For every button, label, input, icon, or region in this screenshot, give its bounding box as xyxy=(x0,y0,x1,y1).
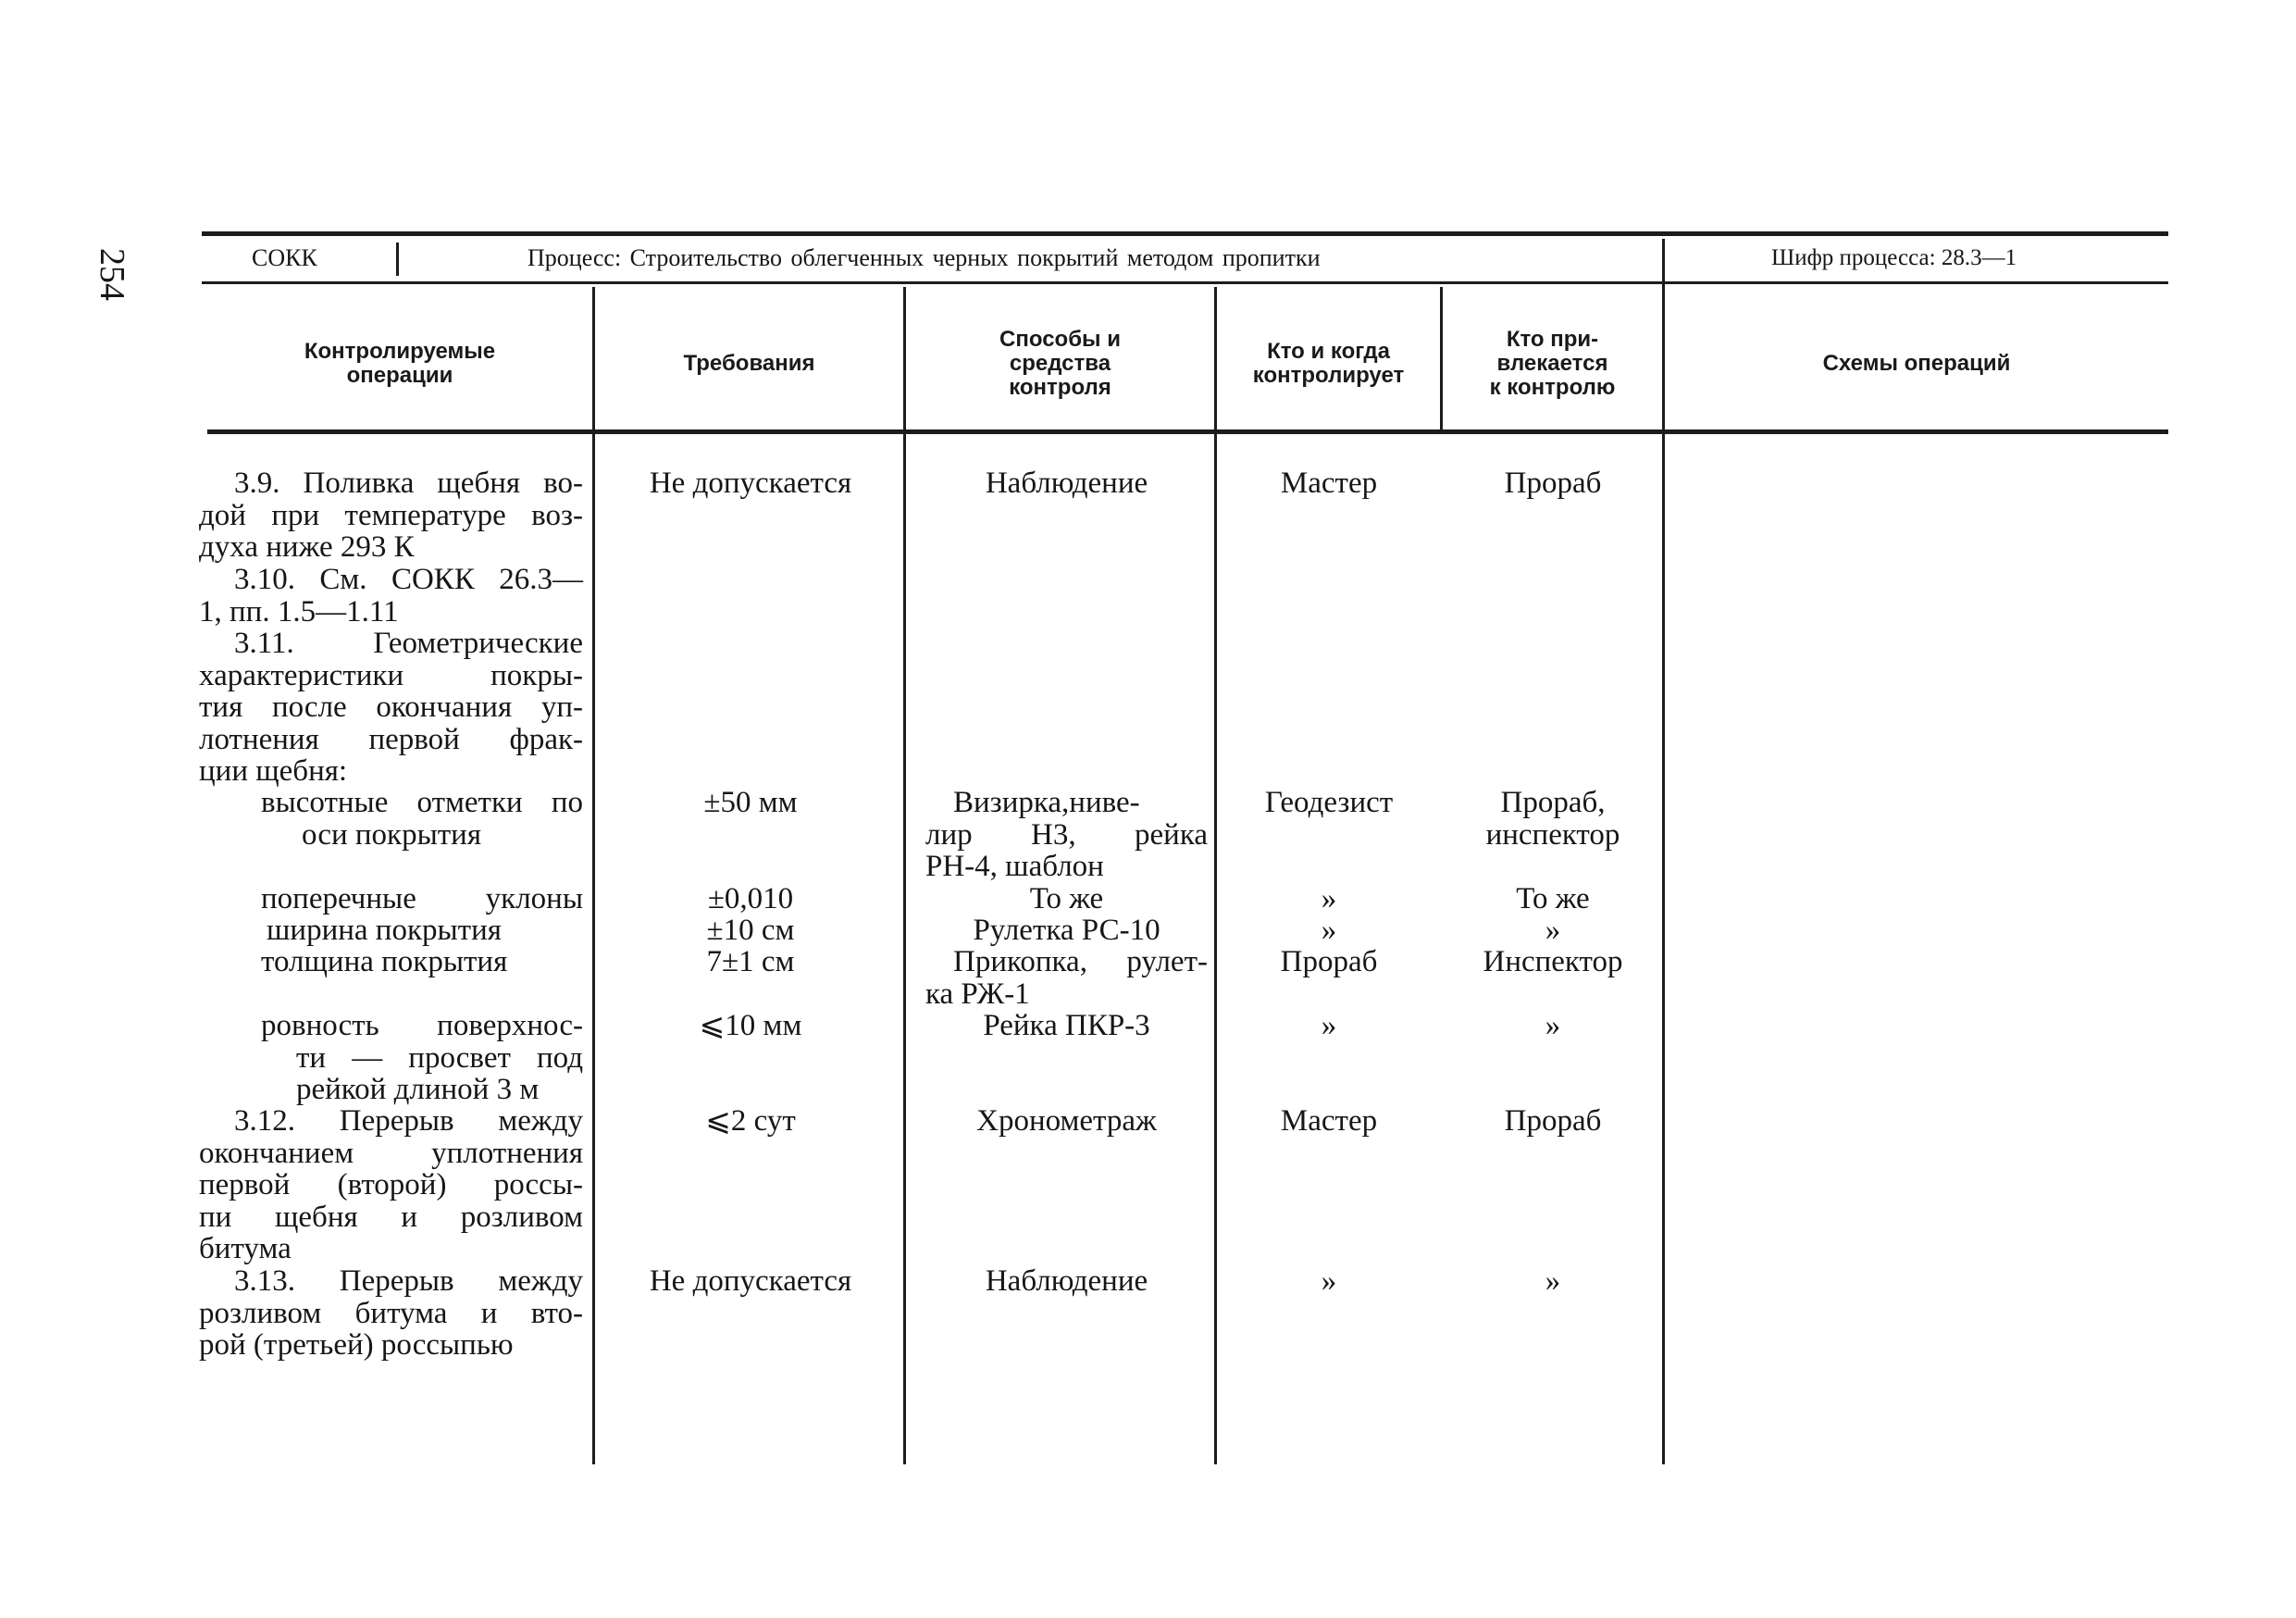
operation-line: 3.10. См. СОКК 26.3— xyxy=(234,563,583,596)
controller-cell: » xyxy=(1321,914,1337,947)
operation-cell xyxy=(199,1105,583,1265)
involved-line: Инспектор xyxy=(1483,945,1623,978)
operation-cell xyxy=(199,564,583,628)
operation-cell xyxy=(261,946,583,978)
method-cell xyxy=(925,787,1208,883)
method-line: РН-4, шаблон xyxy=(925,850,1104,883)
operation-line: поперечные уклоны xyxy=(261,882,583,915)
controller-cell: Геодезист xyxy=(1264,786,1394,819)
operation-line: толщина покрытия xyxy=(261,945,508,978)
involved-line: » xyxy=(1545,1009,1561,1042)
header-code: СОКК xyxy=(252,244,317,271)
column-divider-2 xyxy=(903,287,906,1464)
operation-line: розливом битума и вто- xyxy=(199,1296,583,1330)
column-divider-1 xyxy=(592,287,595,1464)
column-header-schemes: Схемы операций xyxy=(1822,351,2011,376)
operation-cell xyxy=(261,787,583,851)
requirement-cell: ⩽10 мм xyxy=(699,1009,802,1042)
operation-cell xyxy=(199,628,583,788)
operation-cell xyxy=(261,1010,583,1106)
operation-line: 3.13. Перерыв между xyxy=(234,1264,583,1298)
involved-line: Прораб xyxy=(1504,467,1602,500)
involved-line: Прораб, xyxy=(1500,786,1606,819)
operation-line: окончанием уплотнения xyxy=(199,1136,583,1170)
operation-cell xyxy=(261,883,583,915)
operation-cell xyxy=(199,1265,583,1362)
controller-cell: » xyxy=(1321,1264,1337,1298)
operation-line: дой при температуре воз- xyxy=(199,498,583,532)
method-line: Рулетка РС-10 xyxy=(973,914,1160,947)
involved-line: Прораб xyxy=(1504,1104,1602,1138)
header-cipher: Шифр процесса: 28.3—1 xyxy=(1771,245,2017,270)
operation-line: рой (третьей) россыпью xyxy=(199,1328,514,1362)
method-line: ка РЖ-1 xyxy=(925,977,1030,1011)
requirement-cell: Не допускается xyxy=(649,1264,852,1298)
requirement-cell: ±10 см xyxy=(706,914,795,947)
involved-cell xyxy=(1444,915,1662,947)
method-cell xyxy=(925,883,1208,915)
header-code-divider xyxy=(396,243,399,276)
controller-cell: Прораб xyxy=(1280,945,1378,978)
method-cell xyxy=(925,915,1208,947)
controller-cell: » xyxy=(1321,1009,1337,1042)
column-header-involved: Кто при- влекается к контролю xyxy=(1489,327,1616,400)
involved-line: То же xyxy=(1516,882,1590,915)
controller-cell: Мастер xyxy=(1280,1104,1378,1138)
column-header-operations: Контролируемые операции xyxy=(304,339,496,388)
involved-cell xyxy=(1444,1010,1662,1042)
operation-line: ширина покрытия xyxy=(267,914,502,947)
header-process: Процесс: Строительство облегченных черных покрытий методом пропитки xyxy=(527,244,1321,271)
operation-line: пи щебня и розливом xyxy=(199,1200,583,1234)
method-cell xyxy=(925,467,1208,500)
operation-line: тия после окончания уп- xyxy=(199,691,583,724)
involved-cell xyxy=(1444,1265,1662,1298)
method-line: Прикопка, рулет- xyxy=(953,945,1208,978)
requirement-cell: Не допускается xyxy=(649,467,852,500)
method-line: Визирка,ниве- xyxy=(953,786,1140,819)
involved-line: » xyxy=(1545,1264,1561,1298)
operation-line: духа ниже 293 К xyxy=(199,530,415,564)
operation-line: 1, пп. 1.5—1.11 xyxy=(199,594,399,629)
method-line: Хронометраж xyxy=(976,1104,1157,1138)
operation-line: характеристики покры- xyxy=(199,658,583,692)
involved-cell xyxy=(1444,946,1662,978)
header-rule xyxy=(202,281,2168,284)
operation-line: лотнения первой фрак- xyxy=(199,722,583,756)
method-cell xyxy=(925,1105,1208,1138)
column-divider-3 xyxy=(1214,287,1217,1464)
method-cell xyxy=(925,1265,1208,1298)
involved-line: » xyxy=(1545,914,1561,947)
column-divider-5 xyxy=(1662,239,1665,1464)
page-number: 254 xyxy=(93,248,131,301)
operation-line: рейкой длиной 3 м xyxy=(296,1073,540,1106)
method-cell xyxy=(925,1010,1208,1042)
method-line: лир Н3, рейка xyxy=(925,817,1208,852)
controller-cell: » xyxy=(1321,882,1337,915)
operation-line: ровность поверхнос- xyxy=(261,1009,583,1042)
column-header-requirements: Требования xyxy=(683,351,815,376)
method-line: Наблюдение xyxy=(985,467,1148,500)
operation-line: 3.9. Поливка щебня во- xyxy=(234,467,583,500)
operation-line: битума xyxy=(199,1232,292,1265)
involved-cell xyxy=(1444,787,1662,851)
requirement-cell: 7±1 см xyxy=(706,945,795,978)
column-header-methods: Способы и средства контроля xyxy=(999,327,1121,400)
requirement-cell: ±0,010 xyxy=(707,882,794,915)
column-header-controller: Кто и когда контролирует xyxy=(1252,339,1405,388)
top-rule xyxy=(202,231,2168,236)
requirement-cell: ±50 мм xyxy=(703,786,798,819)
operation-line: высотные отметки по xyxy=(261,786,583,819)
involved-cell xyxy=(1444,883,1662,915)
operation-line: 3.12. Перерыв между xyxy=(234,1104,583,1138)
operation-cell xyxy=(199,467,583,564)
method-line: Рейка ПКР-3 xyxy=(983,1009,1150,1042)
operation-cell xyxy=(267,915,583,947)
involved-line: инспектор xyxy=(1485,817,1620,852)
requirement-cell: ⩽2 сут xyxy=(705,1104,796,1138)
operation-line: ции щебня: xyxy=(199,754,348,788)
method-cell xyxy=(925,946,1208,1010)
operation-line: 3.11. Геометрические xyxy=(234,627,583,660)
involved-cell xyxy=(1444,1105,1662,1138)
method-line: Наблюдение xyxy=(985,1264,1148,1298)
column-header-rule xyxy=(207,429,2168,434)
operation-line: первой (второй) россы- xyxy=(199,1168,583,1201)
operation-line: ти — просвет под xyxy=(296,1040,583,1075)
operation-line: оси покрытия xyxy=(302,817,482,852)
involved-cell xyxy=(1444,467,1662,500)
controller-cell: Мастер xyxy=(1280,467,1378,500)
method-line: То же xyxy=(1029,882,1104,915)
